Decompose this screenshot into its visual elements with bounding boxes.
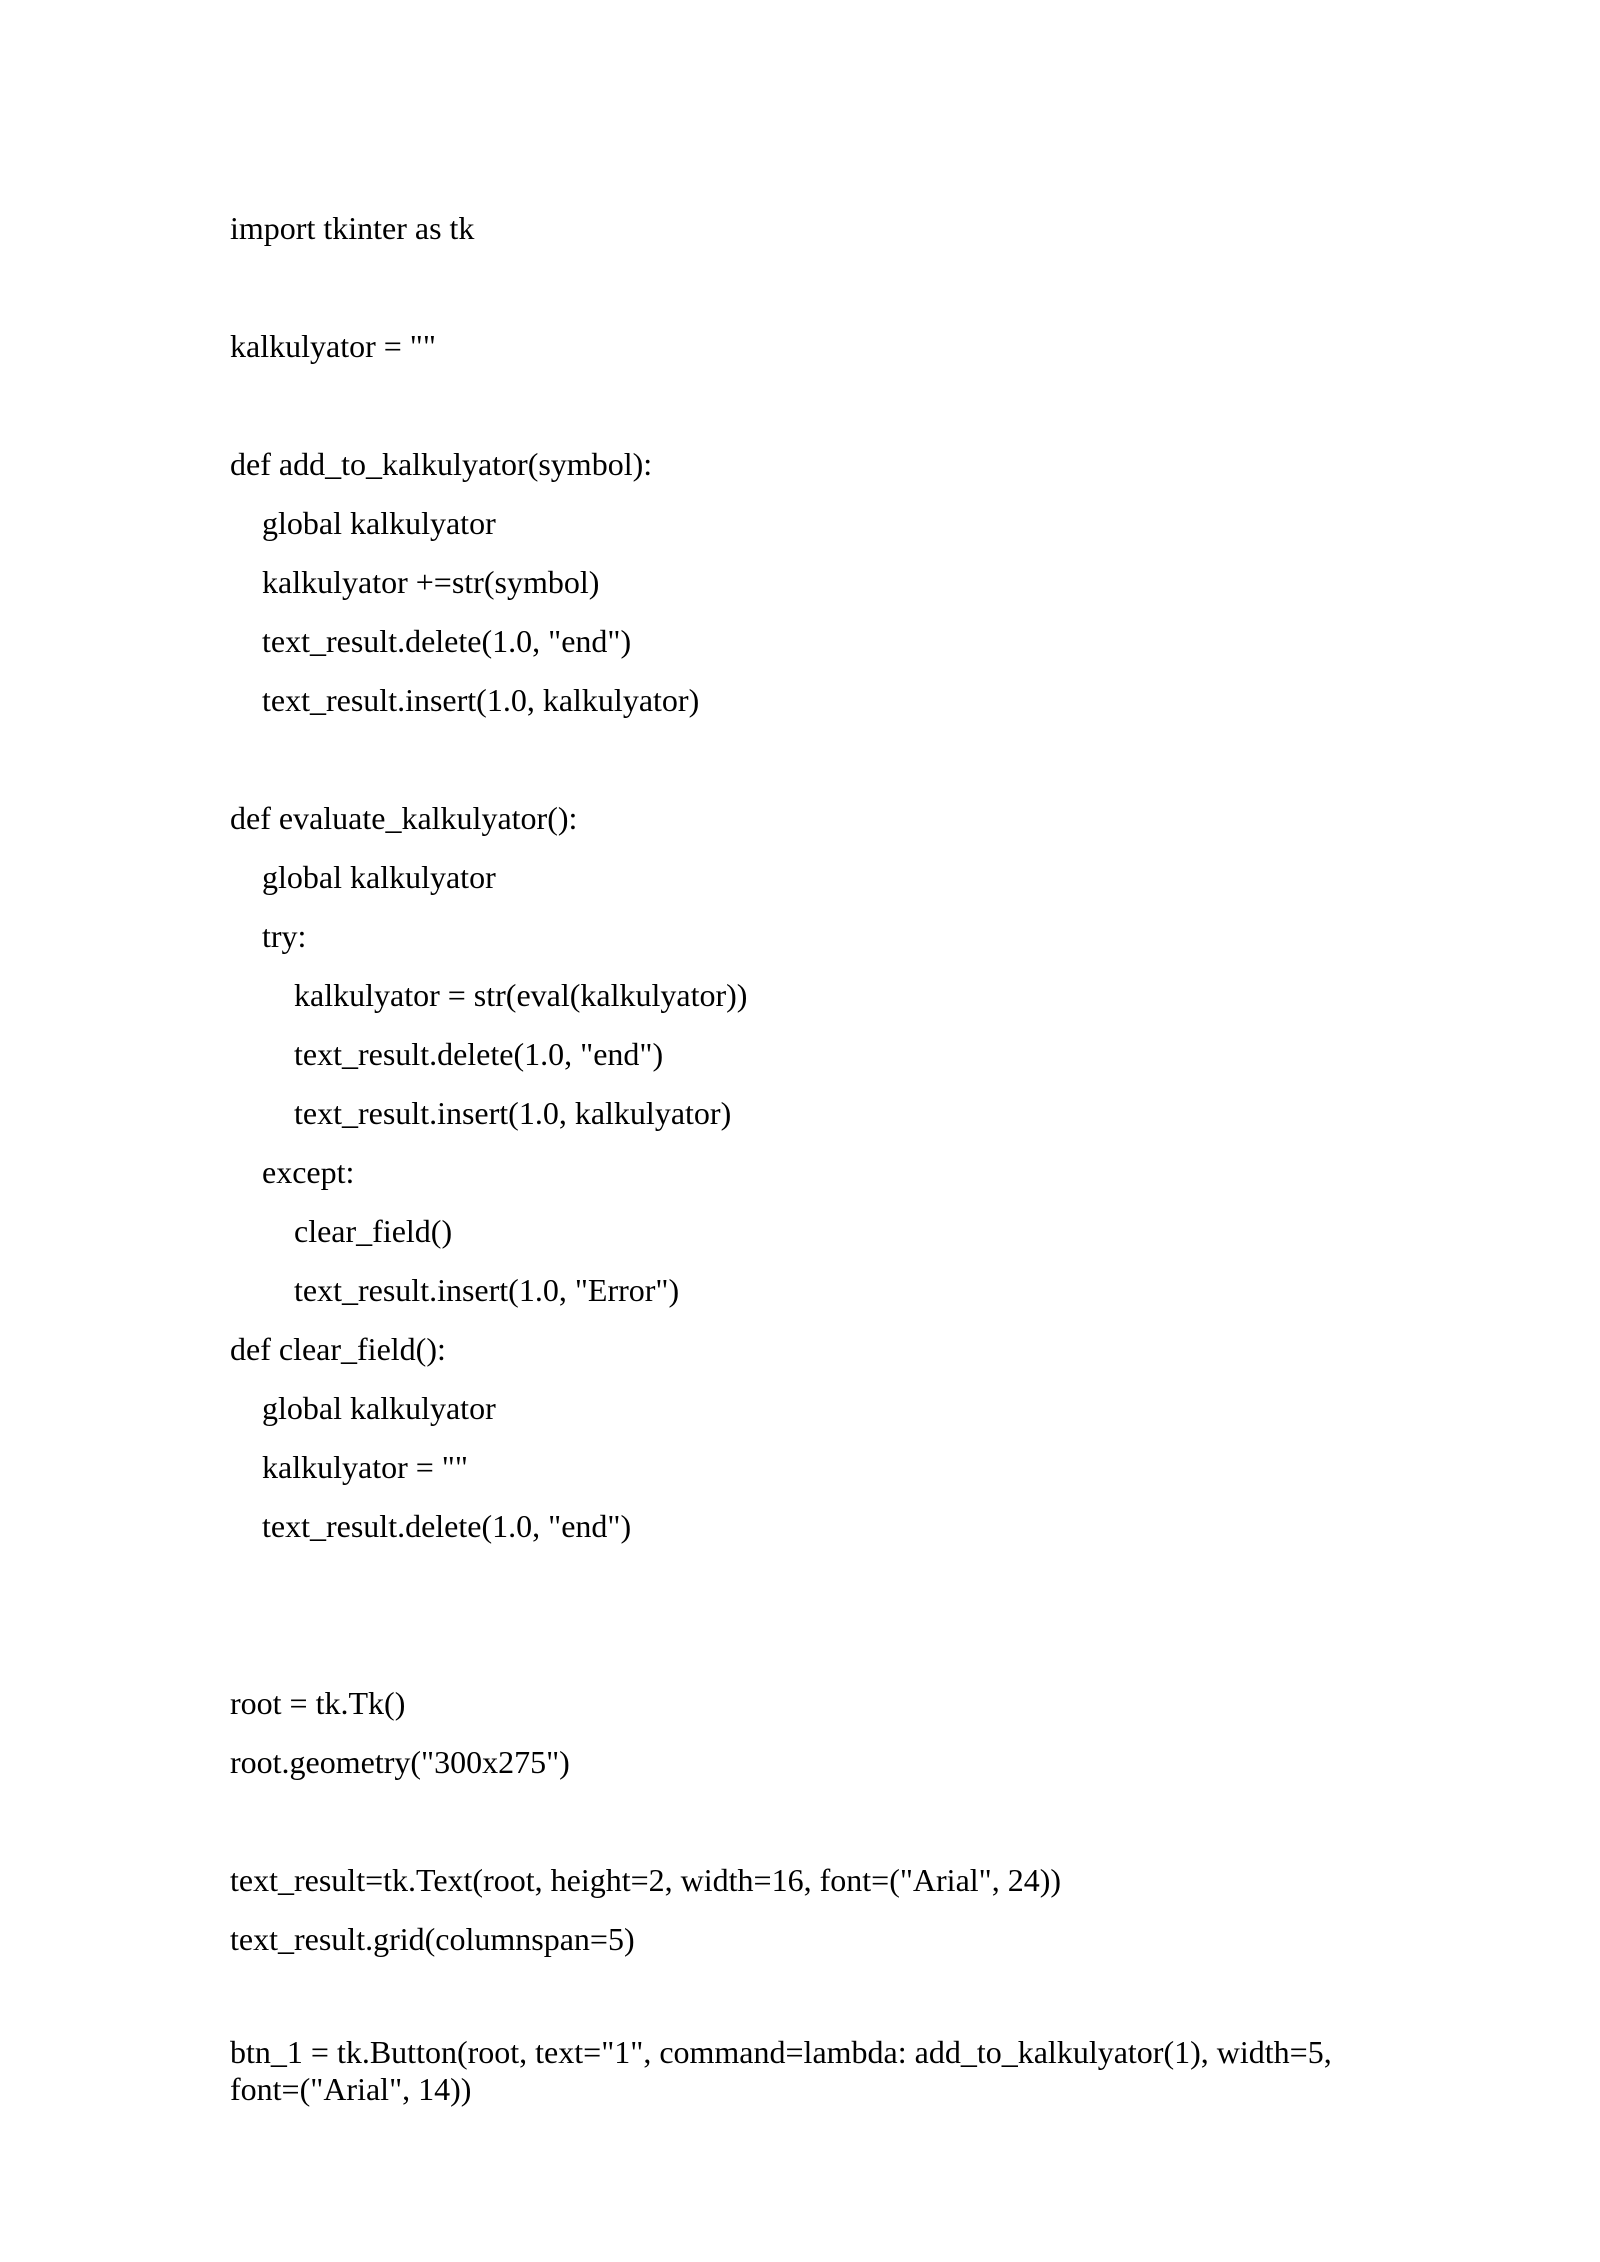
code-line: root.geometry("300x275") <box>230 1744 570 1780</box>
code-line: def clear_field(): <box>230 1331 446 1367</box>
code-line: kalkulyator = "" <box>230 328 436 364</box>
document-body <box>230 205 1400 2108</box>
code-line: text_result.grid(columnspan=5) <box>230 1921 635 1957</box>
code-line: text_result.insert(1.0, "Error") <box>294 1272 680 1308</box>
code-line: import tkinter as tk <box>230 210 475 246</box>
code-line: def evaluate_kalkulyator(): <box>230 800 578 836</box>
code-line: def add_to_kalkulyator(symbol): <box>230 446 653 482</box>
code-line: text_result.delete(1.0, "end") <box>262 623 632 659</box>
code-line: text_result.delete(1.0, "end") <box>294 1036 664 1072</box>
code-line: kalkulyator +=str(symbol) <box>262 564 600 600</box>
code-line: text_result.insert(1.0, kalkulyator) <box>262 682 700 718</box>
blank-line <box>230 1975 1400 2034</box>
code-line: except: <box>262 1154 355 1190</box>
code-line: root = tk.Tk() <box>230 1685 406 1721</box>
code-line: clear_field() <box>294 1213 453 1249</box>
blank-line <box>230 736 1400 795</box>
code-line: global kalkulyator <box>262 859 496 895</box>
blank-line <box>230 1562 1400 1621</box>
blank-line <box>230 382 1400 441</box>
code-line: global kalkulyator <box>262 505 496 541</box>
code-line: btn_1 = tk.Button(root, text="1", command=lambda: add_to_kalkulyator(1), width=5, font=("Arial", 14)) <box>230 2034 1332 2107</box>
code-line: text_result.delete(1.0, "end") <box>262 1508 632 1544</box>
blank-line <box>230 264 1400 323</box>
code-line: text_result.insert(1.0, kalkulyator) <box>294 1095 732 1131</box>
code-line: text_result=tk.Text(root, height=2, width=16, font=("Arial", 24)) <box>230 1862 1062 1898</box>
code-line: kalkulyator = str(eval(kalkulyator)) <box>294 977 748 1013</box>
code-line: global kalkulyator <box>262 1390 496 1426</box>
blank-line <box>230 1798 1400 1857</box>
code-line: kalkulyator = "" <box>262 1449 468 1485</box>
blank-line <box>230 1621 1400 1680</box>
code-line: try: <box>262 918 307 954</box>
